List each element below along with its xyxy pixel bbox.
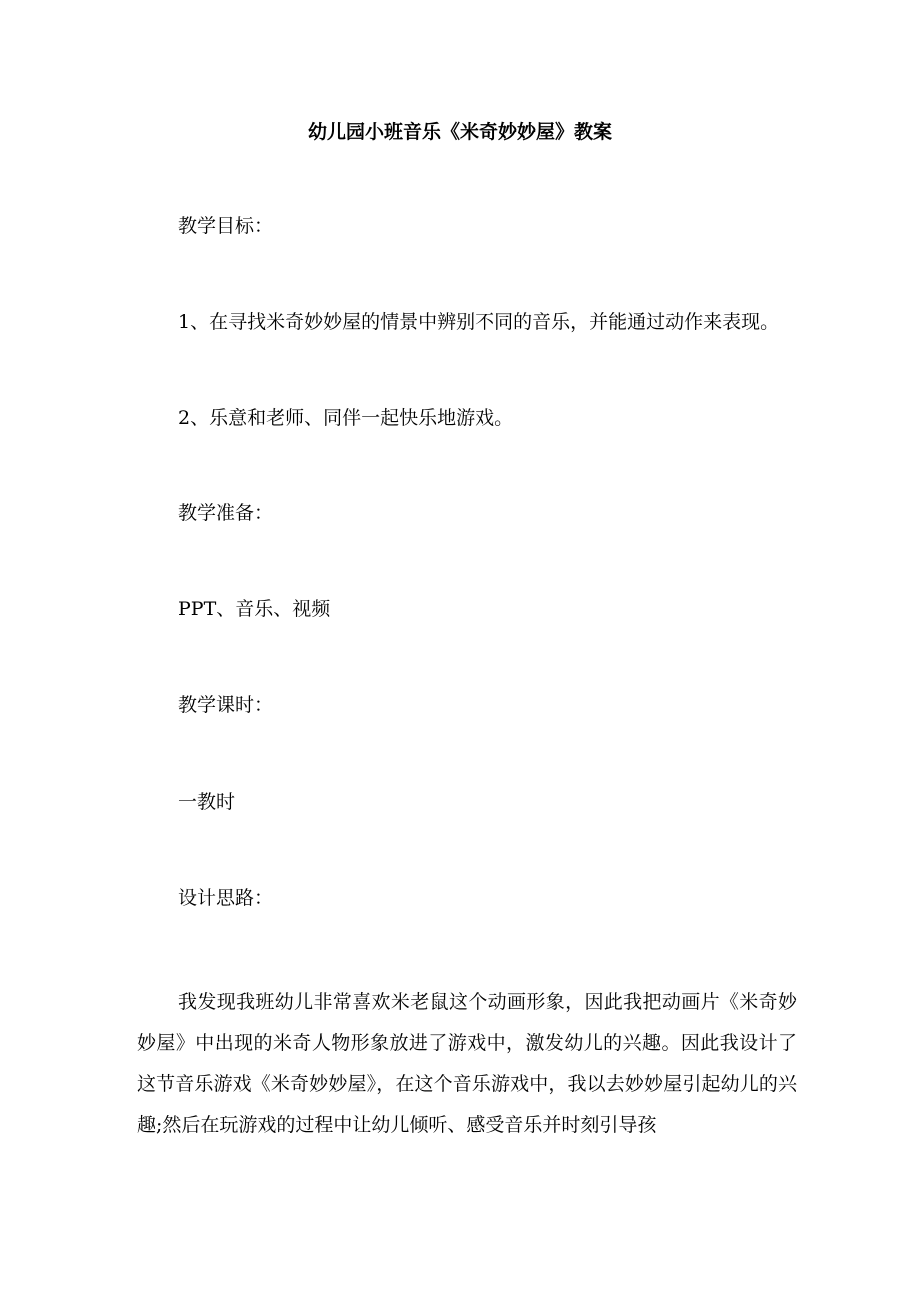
goal-heading: 教学目标： bbox=[178, 215, 274, 237]
prep-heading: 教学准备： bbox=[178, 502, 274, 524]
hours-value: 一教时 bbox=[178, 791, 236, 813]
goal-item-1: 1、在寻找米奇妙妙屋的情景中辨别不同的音乐，并能通过动作来表现。 bbox=[178, 311, 780, 333]
goal-item-2: 2、乐意和老师、同伴一起快乐地游戏。 bbox=[178, 407, 514, 429]
prep-items: PPT、音乐、视频 bbox=[178, 598, 331, 620]
hours-heading: 教学课时： bbox=[178, 694, 274, 716]
document-title: 幼儿园小班音乐《米奇妙妙屋》教案 bbox=[307, 121, 612, 143]
design-paragraph: 我发现我班幼儿非常喜欢米老鼠这个动画形象，因此我把动画片《米奇妙妙屋》中出现的米奇人物形象放进了游戏中，激发幼儿的兴趣。因此我设计了这节音乐游戏《米奇妙妙屋》，在这个音乐游戏中，我以去妙妙屋引起幼儿的兴趣;然后在玩游戏的过程中让幼儿倾听、感受音乐并时刻引导孩 bbox=[137, 991, 797, 1136]
design-heading: 设计思路： bbox=[178, 887, 274, 909]
